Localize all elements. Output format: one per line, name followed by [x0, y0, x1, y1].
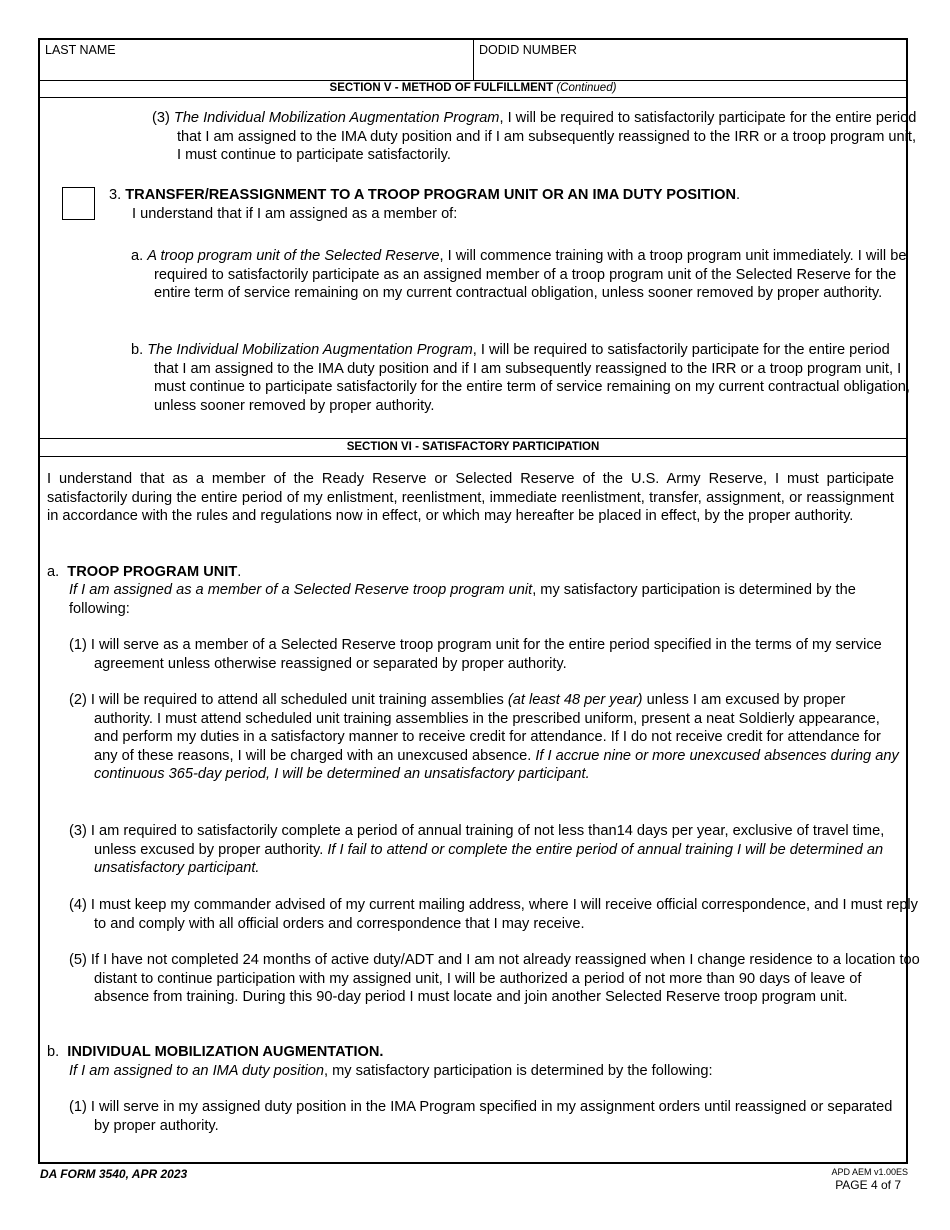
section-v-title: SECTION V - METHOD OF FULFILLMENT (Continued): [40, 80, 906, 98]
troop-program-unit-lead: If I am assigned as a member of a Selected Reserve troop program unit, my satisfactory participation is determined by the following:: [69, 582, 856, 617]
ima-heading: b. INDIVIDUAL MOBILIZATION AUGMENTATION.: [47, 1044, 384, 1060]
section-v-item-3-3: (3) The Individual Mobilization Augmentation Program, I will be required to satisfactorily participate for the entire period that I am assigned to the IMA duty position and if I am subsequently reassigned to the IRR or a troop program unit, I must continue to participate satisfactorily.: [152, 110, 917, 164]
transfer-heading: 3. TRANSFER/REASSIGNMENT TO A TROOP PROGRAM UNIT OR AN IMA DUTY POSITION.: [109, 187, 741, 203]
dodid-number-field[interactable]: [474, 40, 906, 80]
header-row: [40, 40, 906, 81]
section-v-item-a: a. A troop program unit of the Selected Reserve, I will commence training with a troop program unit immediately. I will be required to satisfactorily participate as an assigned member of a troop program unit of the Selected Reserve for the entire term of service remaining on my current contractual obligation, unless sooner removed by proper authority.: [131, 248, 907, 302]
last-name-label: LAST NAME: [45, 43, 116, 57]
form-id: DA FORM 3540, APR 2023: [40, 1167, 188, 1181]
tpu-item-1: (1) I will serve as a member of a Selected Reserve troop program unit for the entire period specified in the terms of my service agreement unless otherwise reassigned or separated by proper authority.: [69, 637, 882, 672]
section-v-item-b: b. The Individual Mobilization Augmentation Program, I will be required to satisfactorily participate for the entire period that I am assigned to the IMA duty position and if I am subsequently reassigned to the IRR or a troop program unit, I must continue to participate satisfactorily for the entire term of service remaining on my current contractual obligation, unless sooner removed by proper authority.: [131, 342, 910, 414]
page-number: PAGE 4 of 7: [835, 1178, 901, 1192]
tpu-item-5: (5) If I have not completed 24 months of active duty/ADT and I am not already reassigned when I change residence to a location too distant to continue participation with my assigned unit, I will be authorized a period of not more than 90 days of leave of absence from training. During this 90-day period I must locate and join another Selected Reserve troop program unit.: [69, 952, 920, 1006]
last-name-field[interactable]: [40, 40, 474, 80]
ima-item-1: (1) I will serve in my assigned duty position in the IMA Program specified in my assignment orders until reassigned or separated by proper authority.: [69, 1099, 893, 1134]
form-version: APD AEM v1.00ES: [831, 1167, 908, 1177]
transfer-reassignment-checkbox[interactable]: [62, 187, 95, 220]
transfer-intro: I understand that if I am assigned as a member of:: [132, 206, 458, 222]
section-vi-title: SECTION VI - SATISFACTORY PARTICIPATION: [40, 439, 906, 457]
tpu-item-2: (2) I will be required to attend all scheduled unit training assemblies (at least 48 per year) unless I am excused by proper authority. I must attend scheduled unit training assemblies in the prescribed uniform, present a neat Soldierly appearance, and perform my duties in a satisfactory manner to receive credit for attendance. If I do not receive credit for attendance for any of these reasons, I will be charged with an unexcused absence. If I accrue nine or more unexcused absences during any continuous 365-day period, I will be determined an unsatisfactory participant.: [69, 692, 899, 783]
dodid-label: DODID NUMBER: [479, 43, 577, 57]
ima-lead: If I am assigned to an IMA duty position, my satisfactory participation is determined by the following:: [69, 1063, 713, 1079]
tpu-item-3: (3) I am required to satisfactorily complete a period of annual training of not less than14 days per year, exclusive of travel time, unless excused by proper authority. If I fail to attend or complete the entire period of annual training I will be determined an unsatisfactory participant.: [69, 823, 885, 877]
tpu-item-4: (4) I must keep my commander advised of my current mailing address, where I will receive official correspondence, and I must reply to and comply with all official orders and correspondence that I may receive.: [69, 897, 918, 932]
section-vi-intro: I understand that as a member of the Ready Reserve or Selected Reserve of the U.S. Army Reserve, I must participate satisfactorily during the entire period of my enlistment, reenlistment, immediate reenlistment, transfer, assignment, or reassignment in accordance with the rules and regulations now in effect, or which may hereafter be placed in effect, by the proper authority.: [47, 471, 894, 525]
form-page: [38, 38, 920, 1164]
troop-program-unit-heading: a. TROOP PROGRAM UNIT.: [47, 564, 242, 580]
